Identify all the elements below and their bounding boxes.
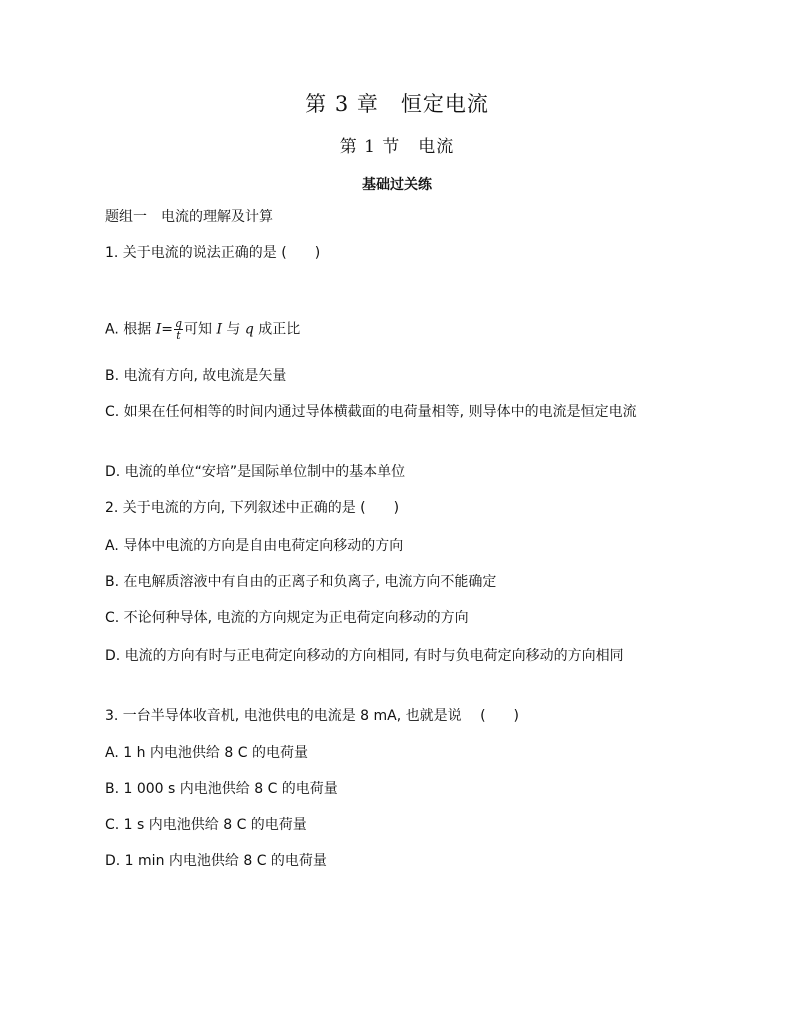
q1-stem: 1. 关于电流的说法正确的是 ( ) [105, 245, 321, 261]
q2-option-b: B. 在电解质溶液中有自由的正离子和负离子, 电流方向不能确定 [105, 574, 497, 590]
section-title: 第 1 节 电流 [339, 137, 455, 157]
group-title: 题组一 电流的理解及计算 [105, 209, 273, 225]
q3-stem: 3. 一台半导体收音机, 电池供电的电流是 8 mA, 也就是说 ( ) [105, 708, 520, 724]
fraction-numerator: q [174, 317, 182, 330]
q3-option-d: D. 1 min 内电池供给 8 C 的电荷量 [105, 853, 327, 869]
q1-option-c: C. 如果在任何相等的时间内通过导体横截面的电荷量相等, 则导体中的电流是恒定电流 [105, 404, 637, 420]
practice-title: 基础过关练 [362, 177, 432, 193]
q1-a-suffix: 成正比 [253, 321, 301, 338]
q1-a-mid2: 与 [221, 321, 245, 338]
q1-a-var-q: q [244, 321, 254, 338]
q1-a-mid1: 可知 [184, 321, 217, 338]
q3-option-a: A. 1 h 内电池供给 8 C 的电荷量 [105, 745, 308, 761]
q3-option-c: C. 1 s 内电池供给 8 C 的电荷量 [105, 817, 307, 833]
q2-option-d: D. 电流的方向有时与正电荷定向移动的方向相同, 有时与负电荷定向移动的方向相同 [105, 648, 624, 664]
q2-option-c: C. 不论何种导体, 电流的方向规定为正电荷定向移动的方向 [105, 610, 469, 626]
q3-option-b: B. 1 000 s 内电池供给 8 C 的电荷量 [105, 781, 338, 797]
q1-a-prefix: A. 根据 [105, 321, 156, 338]
q1-a-var-i: I [155, 321, 162, 338]
q1-a-eq: = [161, 321, 173, 338]
q1-option-d: D. 电流的单位“安培”是国际单位制中的基本单位 [105, 464, 406, 480]
q2-stem: 2. 关于电流的方向, 下列叙述中正确的是 ( ) [105, 500, 400, 516]
fraction-denominator: t [176, 329, 181, 342]
q1-a-var-i2: I [216, 321, 222, 338]
q1-option-a [105, 318, 300, 341]
q1-option-b: B. 电流有方向, 故电流是矢量 [105, 368, 287, 384]
chapter-title: 第 3 章 恒定电流 [305, 92, 489, 116]
q1-a-fraction [174, 318, 183, 341]
q2-option-a: A. 导体中电流的方向是自由电荷定向移动的方向 [105, 538, 404, 554]
